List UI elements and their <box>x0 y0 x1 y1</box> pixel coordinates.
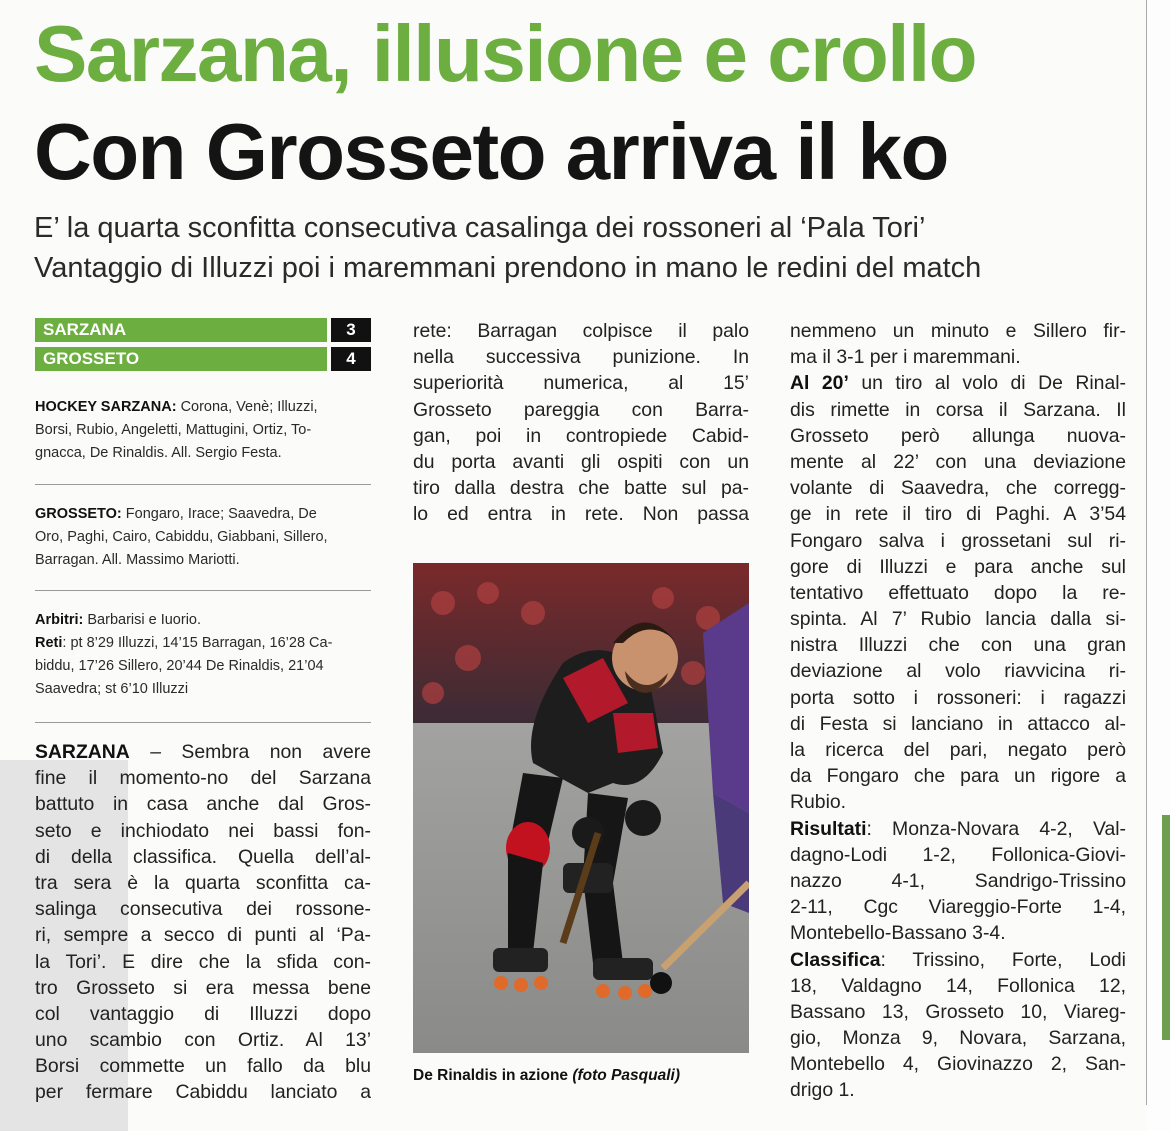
article-line: seto e inchiodato nei bassi fon- <box>35 819 371 842</box>
lineup-label: GROSSETO: <box>35 506 122 522</box>
article-line: Grosseto però allunga nuova- <box>790 424 1126 447</box>
lineup-text: Barragan. All. Massimo Mariotti. <box>35 552 240 568</box>
goals-text: : pt 8’29 Illuzzi, 14’15 Barragan, 16’28 Ca- <box>62 635 333 651</box>
article-line: gan, poi in contropiede Cabid- <box>413 424 749 447</box>
time-marker: Al 20’ <box>790 372 849 395</box>
team-score: 3 <box>331 318 371 342</box>
article-line: tra sera è la quarta sconfitta ca- <box>35 871 371 894</box>
article-line: 2-11, Cgc Viareggio-Forte 1-4, <box>790 896 1126 919</box>
article-line: deviazione al volo riavvicina ri- <box>790 660 1126 683</box>
article-line: volante di Saavedra, che corregg- <box>790 477 1126 500</box>
article-text: : Monza-Novara 4-2, Val- <box>866 817 1126 840</box>
article-line: dis rimette in corsa il Sarzana. Il <box>790 398 1126 421</box>
goals-text: biddu, 17’26 Sillero, 20’44 De Rinaldis, 21’04 <box>35 658 324 674</box>
article-line: nemmeno un minuto e Sillero fir- <box>790 320 1126 342</box>
article-column-2 <box>413 318 749 528</box>
article-line: superiorità numerica, al 15’ <box>413 372 749 395</box>
article-column-3 <box>790 318 1126 1104</box>
article-line: ri, sempre a secco di punti al ‘Pa- <box>35 924 371 947</box>
caption-text: De Rinaldis in azione <box>413 1067 569 1084</box>
lineup-text: Corona, Venè; Illuzzi, <box>180 399 318 415</box>
divider <box>35 590 371 591</box>
adjacent-photo-edge <box>1162 815 1170 1040</box>
article-line: gore di Illuzzi e para anche sul <box>790 555 1126 578</box>
lineup-text: Fongaro, Irace; Saavedra, De <box>125 506 317 522</box>
article-line: 18, Valdagno 14, Follonica 12, <box>790 974 1126 997</box>
article-line: gio, Monza 9, Novara, Sarzana, <box>790 1027 1126 1050</box>
article-line: da Fongaro che para un rigore a <box>790 765 1126 788</box>
divider <box>35 484 371 485</box>
lineup-label: HOCKEY SARZANA: <box>35 399 177 415</box>
article-line: du porta avanti gli ospiti con un <box>413 450 749 473</box>
article-line: porta sotto i rossoneri: i ragazzi <box>790 686 1126 709</box>
article-line: lo ed entra in rete. Non passa <box>413 503 749 526</box>
article-line: col vantaggio di Illuzzi dopo <box>35 1002 371 1025</box>
article-line: Rubio. <box>790 791 847 814</box>
lineup-text: Borsi, Rubio, Angeletti, Mattugini, Ortiz, To- <box>35 422 312 438</box>
article-line: ge in rete il tiro di Paghi. A 3’54 <box>790 503 1126 526</box>
article-line: dagno-Lodi 1-2, Follonica-Giovi- <box>790 843 1126 866</box>
referees-label: Arbitri: <box>35 612 84 628</box>
standings-label: Classifica <box>790 948 881 971</box>
article-line: nistra Illuzzi che con una gran <box>790 634 1126 657</box>
scoreboard-row-home <box>35 318 371 342</box>
article-line: Grosseto pareggia con Barra- <box>413 398 749 421</box>
subheadline-line: E’ la quarta sconfitta consecutiva casalinga dei rossoneri al ‘Pala Tori’ <box>34 212 926 244</box>
article-line: Borsi commette un fallo da blu <box>35 1055 371 1078</box>
subheadline-line: Vantaggio di Illuzzi poi i maremmani prendono in mano le redini del match <box>34 252 982 284</box>
goals-label: Reti <box>35 635 63 651</box>
article-line: tiro dalla destra che batte sul pa- <box>413 477 749 500</box>
article-line: rete: Barragan colpisce il palo <box>413 320 749 342</box>
article-line: mente al 22’ con una deviazione <box>790 450 1126 473</box>
article-line: tro Grosseto si era messa bene <box>35 976 371 999</box>
main-headline: Con Grosseto arriva il ko <box>34 107 948 196</box>
scoreboard-row-away <box>35 347 371 371</box>
article-text: – Sembra non avere <box>129 741 371 763</box>
article-line: fine il momento-no del Sarzana <box>35 767 371 790</box>
article-line: Montebello-Bassano 3-4. <box>790 922 1006 945</box>
article-line: Fongaro salva i grossetani sul ri- <box>790 529 1126 552</box>
article-line: drigo 1. <box>790 1079 855 1102</box>
results-label: Risultati <box>790 817 867 840</box>
lineup-text: gnacca, De Rinaldis. All. Sergio Festa. <box>35 445 282 461</box>
dateline: SARZANA <box>35 741 130 763</box>
article-line: di della classifica. Quella dell’al- <box>35 845 371 868</box>
article-line: tentativo effettuato dopo la re- <box>790 581 1126 604</box>
photo-credit: (foto Pasquali) <box>572 1067 680 1084</box>
article-line: la ricerca del pari, negato però <box>790 739 1126 761</box>
article-line: nazzo 4-1, Sandrigo-Trissino <box>790 869 1126 892</box>
article-line: ma il 3-1 per i maremmani. <box>790 346 1021 369</box>
divider <box>35 722 371 723</box>
article-line: Bassano 13, Grosseto 10, Viareg- <box>790 1000 1126 1023</box>
photo-illustration <box>413 563 749 1053</box>
team-name: SARZANA <box>35 318 327 342</box>
referees-text: Barbarisi e Iuorio. <box>87 612 202 628</box>
match-officials <box>35 609 370 701</box>
photo-caption <box>413 1067 680 1085</box>
team-name: GROSSETO <box>35 347 327 371</box>
article-line: battuto in casa anche dal Gros- <box>35 793 371 816</box>
lineup-text: Oro, Paghi, Cairo, Cabiddu, Giabbani, Sillero, <box>35 529 328 545</box>
column-rule <box>1146 0 1147 1105</box>
article-line: Montebello 4, Giovinazzo 2, San- <box>790 1053 1126 1076</box>
article-text: : Trissino, Forte, Lodi <box>880 948 1126 971</box>
kicker-headline: Sarzana, illusione e crollo <box>34 9 977 98</box>
match-photo <box>413 563 749 1053</box>
article-line: la Tori’. E dire che la sfida con- <box>35 950 371 973</box>
article-line: nella successiva punizione. In <box>413 346 749 369</box>
article-text: un tiro al volo di De Rinal- <box>848 372 1126 395</box>
article-column-1 <box>35 739 371 1106</box>
article-line: per fermare Cabiddu lanciato a <box>35 1081 371 1104</box>
article-line: salinga consecutiva dei rossone- <box>35 898 371 921</box>
goals-text: Saavedra; st 6’10 Illuzzi <box>35 681 189 697</box>
lineup-sarzana <box>35 396 370 465</box>
lineup-grosseto <box>35 503 370 572</box>
article-line: di Festa si lanciano in attacco al- <box>790 712 1126 735</box>
article-line: spinta. Al 7’ Rubio lancia dalla si- <box>790 608 1126 631</box>
team-score: 4 <box>331 347 371 371</box>
article-line: uno scambio con Ortiz. Al 13’ <box>35 1029 371 1052</box>
